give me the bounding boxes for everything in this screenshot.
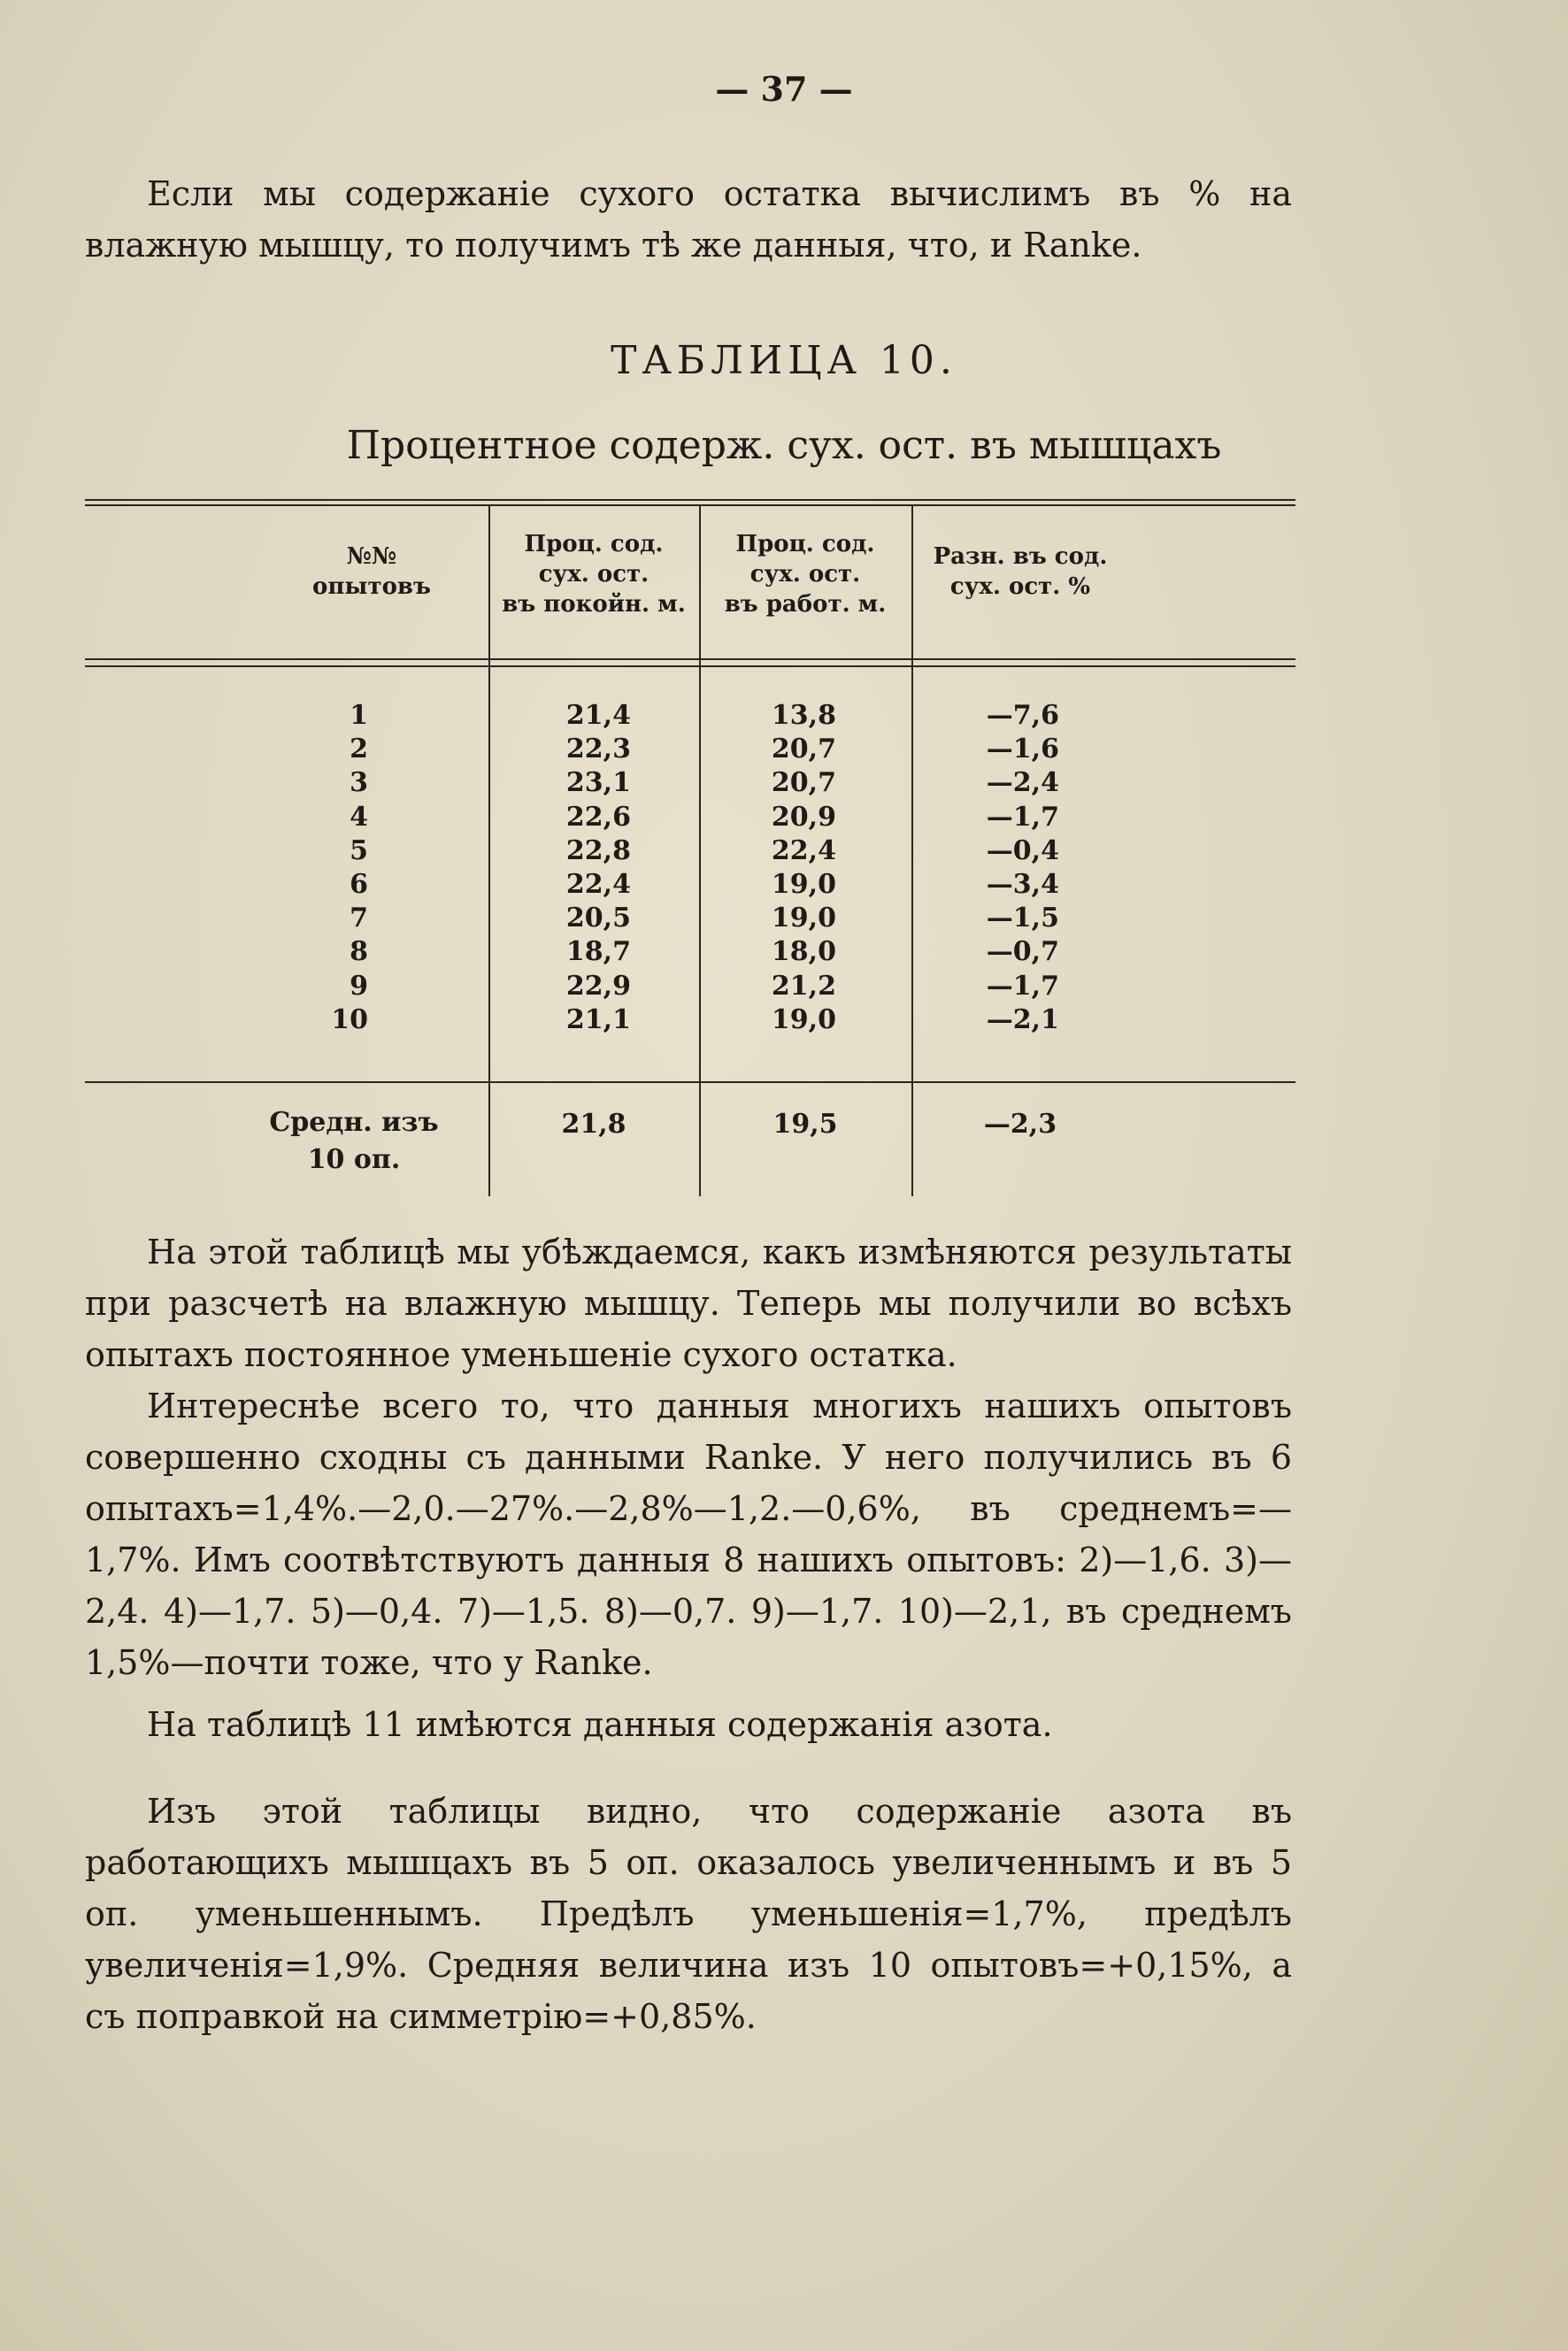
cell-diff: —3,4 bbox=[986, 869, 1059, 900]
header-experiment-number bbox=[265, 542, 478, 602]
header-line: опытовъ bbox=[312, 573, 431, 600]
cell-rest: 21,1 bbox=[565, 1003, 631, 1035]
cell-number: 3 bbox=[350, 767, 368, 799]
summary-rest: 21,8 bbox=[561, 1109, 626, 1140]
cell-number: 9 bbox=[350, 970, 368, 1002]
summary-work: 19,5 bbox=[772, 1109, 838, 1140]
cell-diff: —7,6 bbox=[986, 700, 1059, 731]
paragraph-1: На этой таблицѣ мы убѣждаемся, какъ измѣняются результаты при разсчетѣ на влажную мышцу. Теперь мы получили во всѣхъ опытахъ постоянное уменьшеніе сухого остатка. bbox=[85, 1233, 1292, 1374]
cell-work: 21,2 bbox=[771, 970, 836, 1002]
cell-rest: 18,7 bbox=[565, 936, 631, 968]
cell-number: 6 bbox=[350, 869, 368, 900]
cell-rest: 22,9 bbox=[565, 970, 631, 1002]
table-caption: Процентное содерж. сух. ост. въ мышцахъ bbox=[346, 423, 1222, 468]
paragraph-4: Изъ этой таблицы видно, что содержаніе азота въ работающихъ мышцахъ въ 5 оп. оказалось увеличеннымъ и въ 5 оп. уменьшеннымъ. Предѣлъ уменьшенія=1,7%, предѣлъ увеличенія=1,9%. Средняя величина изъ 10 опытовъ=+0,15%, а съ поправкой на симметрію=+0,85%. bbox=[85, 1792, 1292, 2036]
summary-label-line: 10 оп. bbox=[307, 1144, 401, 1175]
header-line: сух. ост. % bbox=[949, 573, 1091, 600]
intro-paragraph bbox=[85, 168, 1292, 271]
summary-diff: —2,3 bbox=[983, 1109, 1057, 1140]
cell-rest: 22,8 bbox=[565, 834, 631, 866]
header-line: Проц. сод. bbox=[735, 531, 875, 557]
cell-work: 20,7 bbox=[771, 767, 836, 799]
cell-work: 18,0 bbox=[771, 936, 836, 968]
col-divider-2 bbox=[699, 506, 701, 1196]
col-divider-3 bbox=[911, 506, 913, 1196]
cell-work: 13,8 bbox=[771, 700, 836, 731]
cell-rest: 22,4 bbox=[565, 869, 631, 900]
cell-diff: —1,5 bbox=[986, 903, 1059, 934]
cell-number: 10 bbox=[331, 1003, 368, 1035]
header-line: №№ bbox=[346, 543, 397, 570]
summary-label bbox=[265, 1104, 442, 1179]
header-line: сух. ост. bbox=[749, 561, 861, 588]
body-text bbox=[85, 1226, 1292, 2042]
header-difference bbox=[914, 542, 1126, 602]
page-number: — 37 — bbox=[715, 69, 853, 109]
cell-diff: —0,4 bbox=[986, 834, 1059, 866]
table-top-rule-2 bbox=[85, 504, 1295, 506]
table-title: ТАБЛИЦА 10. bbox=[611, 338, 957, 383]
cell-work: 20,7 bbox=[771, 734, 836, 765]
cell-diff: —2,4 bbox=[986, 767, 1059, 799]
header-line: въ работ. м. bbox=[724, 591, 887, 618]
cell-diff: —2,1 bbox=[986, 1003, 1059, 1035]
cell-work: 20,9 bbox=[771, 801, 836, 833]
header-line: Разн. въ сод. bbox=[933, 543, 1108, 570]
header-line: въ покойн. м. bbox=[502, 591, 686, 618]
paragraph-3: На таблицѣ 11 имѣются данныя содержанія азота. bbox=[147, 1705, 1053, 1744]
cell-work: 19,0 bbox=[771, 869, 836, 900]
cell-work: 22,4 bbox=[771, 834, 836, 866]
cell-rest: 23,1 bbox=[565, 767, 631, 799]
cell-diff: —0,7 bbox=[986, 936, 1059, 968]
summary-label-line: Средн. изъ bbox=[269, 1107, 439, 1138]
cell-diff: —1,7 bbox=[986, 801, 1059, 833]
intro-text: Если мы содержаніе сухого остатка вычислимъ въ % на влажную мышцу, то получимъ тѣ же данныя, что, и Ranke. bbox=[85, 174, 1292, 265]
header-line: сух. ост. bbox=[538, 561, 649, 588]
header-rest-muscle bbox=[491, 529, 696, 619]
cell-work: 19,0 bbox=[771, 903, 836, 934]
header-working-muscle bbox=[702, 529, 909, 619]
summary-top-rule bbox=[85, 1081, 1295, 1083]
paragraph-2: Интереснѣе всего то, что данныя многихъ нашихъ опытовъ совершенно сходны съ данными Ranke. У него получились въ 6 опытахъ=1,4%.—2,0.—27%.—2,8%—1,2.—0,6%, въ среднемъ=—1,7%. Имъ соотвѣтствуютъ данныя 8 нашихъ опытовъ: 2)—1,6. 3)—2,4. 4)—1,7. 5)—0,4. 7)—1,5. 8)—0,7. 9)—1,7. 10)—2,1, въ среднемъ 1,5%—почти тоже, что у Ranke. bbox=[85, 1387, 1292, 1682]
header-bottom-rule bbox=[85, 658, 1295, 660]
cell-number: 7 bbox=[350, 903, 368, 934]
cell-number: 4 bbox=[350, 801, 368, 833]
cell-rest: 22,3 bbox=[565, 734, 631, 765]
cell-rest: 21,4 bbox=[565, 700, 631, 731]
cell-number: 8 bbox=[350, 936, 368, 968]
cell-diff: —1,6 bbox=[986, 734, 1059, 765]
cell-number: 2 bbox=[350, 734, 368, 765]
table-top-rule bbox=[85, 499, 1295, 501]
cell-rest: 20,5 bbox=[565, 903, 631, 934]
header-bottom-rule-2 bbox=[85, 665, 1295, 667]
cell-number: 1 bbox=[350, 700, 368, 731]
cell-work: 19,0 bbox=[771, 1003, 836, 1035]
cell-diff: —1,7 bbox=[986, 970, 1059, 1002]
col-divider-1 bbox=[488, 506, 490, 1196]
header-line: Проц. сод. bbox=[524, 531, 664, 557]
cell-number: 5 bbox=[350, 834, 368, 866]
cell-rest: 22,6 bbox=[565, 801, 631, 833]
